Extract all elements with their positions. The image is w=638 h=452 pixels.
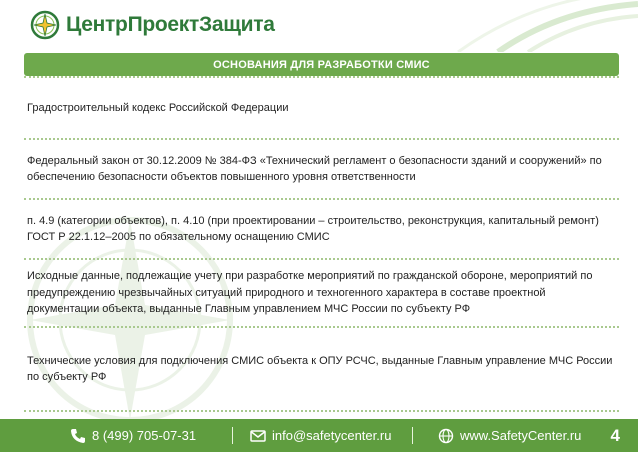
list-item-text: Федеральный закон от 30.12.2009 № 384-ФЗ «Технический регламент о безопасности зданий и сооружений» по обеспечению безопасности объектов повышенного уровня ответственности xyxy=(27,154,602,183)
logo-text: ЦентрПроектЗащита xyxy=(66,13,275,36)
compass-star-icon xyxy=(30,10,60,40)
page-number: 4 xyxy=(610,425,620,445)
envelope-icon xyxy=(250,428,266,444)
list-item xyxy=(24,326,619,412)
header-decoration xyxy=(438,0,638,52)
table-title: ОСНОВАНИЯ ДЛЯ РАЗРАБОТКИ СМИС xyxy=(24,53,619,76)
list-item xyxy=(24,138,619,198)
footer-website[interactable] xyxy=(438,419,581,452)
list-item xyxy=(24,76,619,138)
footer xyxy=(0,419,638,452)
footer-phone[interactable] xyxy=(70,419,196,452)
email-address: info@safetycenter.ru xyxy=(272,428,392,443)
website-url: www.SafetyCenter.ru xyxy=(460,428,582,443)
footer-separator xyxy=(412,427,413,444)
list-item-text: п. 4.9 (категории объектов), п. 4.10 (при проектировании – строительство, реконструкция, капитальный ремонт) ГОСТ Р 22.1.12–2005 по обязательному оснащению СМИС xyxy=(27,214,599,243)
globe-icon xyxy=(438,428,454,444)
list-item xyxy=(24,258,619,326)
footer-email[interactable] xyxy=(250,419,391,452)
list-item-text: Исходные данные, подлежащие учету при разработке мероприятий по гражданской обороне, мероприятий по предупреждению чрезвычайных ситуаций природного и техногенного характера в составе проектной документации объекта, выданные Главным управлением МЧС России по субъекту РФ xyxy=(27,270,593,316)
phone-number: 8 (499) 705-07-31 xyxy=(92,428,197,443)
footer-separator xyxy=(232,427,233,444)
list-item-text: Градостроительный кодекс Российской Федерации xyxy=(27,101,289,114)
list-item xyxy=(24,198,619,258)
logo xyxy=(30,6,275,44)
list-item-text: Технические условия для подключения СМИС объекта к ОПУ РСЧС, выданные Главным управление МЧС России по субъекту РФ xyxy=(27,354,613,383)
phone-icon xyxy=(70,428,86,444)
